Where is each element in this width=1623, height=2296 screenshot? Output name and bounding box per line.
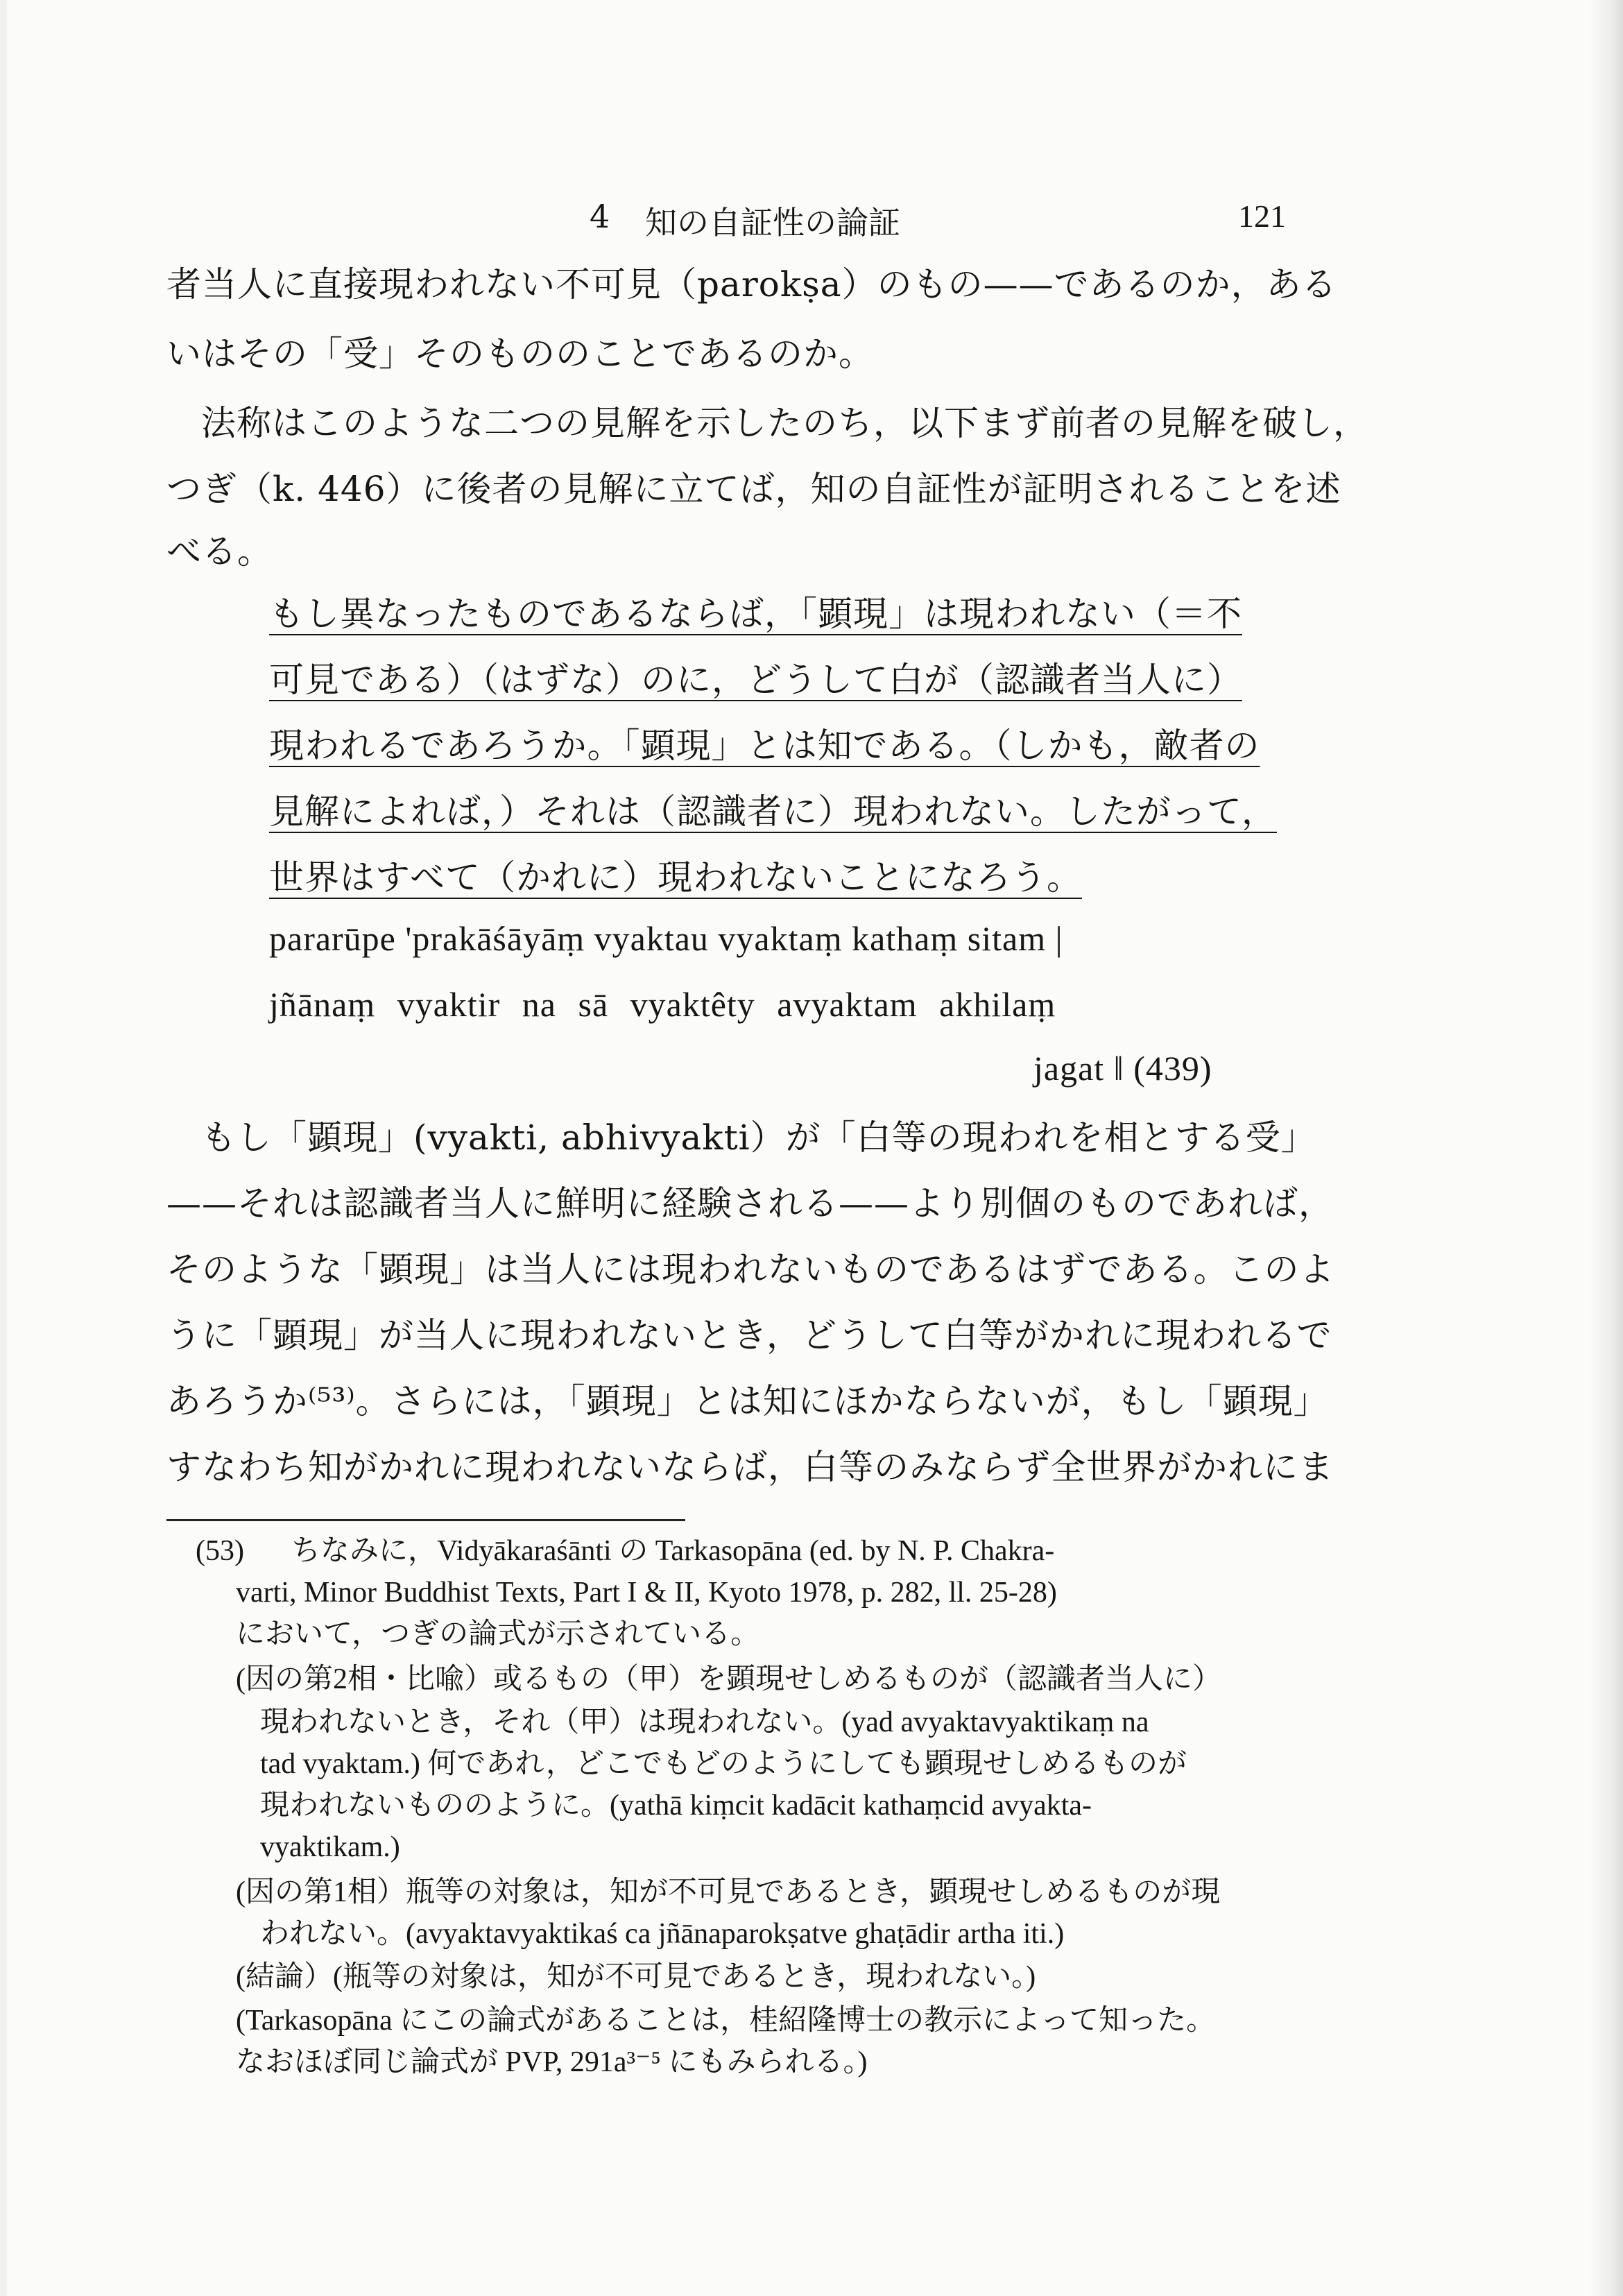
body-line: ——それは認識者当人に鮮明に経験される——より別個のものであれば， <box>166 1183 1334 1224</box>
quote-line: 現われるであろうか。「顕現」とは知である。（しかも，敵者の <box>269 726 1260 766</box>
footnote-line: vyaktikam.) <box>260 1831 400 1863</box>
footnote-rule <box>166 1519 685 1521</box>
footnote-line: 現われないもののように。(yathā kiṃcit kadācit kathaṃcid avyakta- <box>260 1790 1092 1822</box>
footnote-line: varti, Minor Buddhist Texts, Part I & II, Kyoto 1978, p. 282, ll. 25-28) <box>236 1577 1057 1609</box>
scan-shadow-left <box>0 0 7 2296</box>
verse-line: jñānaṃ vyaktir na sā vyaktêty avyaktam akhilaṃ <box>269 985 1056 1024</box>
footnote-line: (因の第2相・比喩）或るもの（甲）を顕現せしめるものが（認識者当人に） <box>236 1663 1221 1695</box>
footnote-line: 現われないとき，それ（甲）は現われない。(yad avyaktavyaktikaṃ na <box>260 1706 1149 1738</box>
footnote-number: (53) <box>196 1535 244 1567</box>
body-line: あろうか⁽⁵³⁾。さらには，「顕現」とは知にほかならないが，もし「顕現」 <box>166 1381 1329 1421</box>
footnote-line: われない。(avyaktavyaktikaś ca jñānaparokṣatve ghaṭādir artha iti.) <box>260 1918 1065 1950</box>
page-number: 121 <box>1238 198 1286 234</box>
footnote-line: (結論）(瓶等の対象は，知が不可見であるとき，現われない。) <box>236 1961 1036 1993</box>
footnote-line: ちなみに，Vidyākaraśānti の Tarkasopāna (ed. by N. P. Chakra- <box>291 1535 1055 1567</box>
quote-line: 見解によれば，）それは（認識者に）現われない。したがって， <box>269 791 1277 832</box>
verse-line: jagat ‖ (439) <box>1033 1049 1212 1088</box>
body-line: うに「顕現」が当人に現われないとき，どうして白等がかれに現われるで <box>166 1315 1332 1355</box>
scan-shadow-right <box>1590 0 1623 2296</box>
body-line: べる。 <box>166 531 273 572</box>
body-line: 法称はこのような二つの見解を示したのち，以下まず前者の見解を破し， <box>201 403 1368 443</box>
footnote-line: なおほぼ同じ論式が PVP, 291a³⁻⁵ にもみられる。) <box>236 2046 868 2078</box>
section-number: 4 <box>590 198 610 235</box>
footnote-line: (因の第1相）瓶等の対象は，知が不可見であるとき，顕現せしめるものが現 <box>236 1876 1221 1908</box>
quote-line: もし異なったものであるならば，「顕現」は現われない（＝不 <box>269 594 1242 634</box>
body-line: すなわち知がかれに現われないならば，白等のみならず全世界がかれにま <box>166 1447 1334 1487</box>
verse-line: pararūpe 'prakāśāyāṃ vyaktau vyaktaṃ kathaṃ sitam | <box>269 919 1063 958</box>
body-line: そのような「顕現」は当人には現われないものであるはずである。このよ <box>166 1249 1335 1290</box>
section-title: 知の自証性の論証 <box>645 204 900 241</box>
body-line: いはその「受」そのもののことであるのか。 <box>166 334 874 374</box>
quote-line: 可見である）（はずな）のに，どうして白が（認識者当人に） <box>269 660 1242 700</box>
quote-line: 世界はすべて（かれに）現われないことになろう。 <box>269 857 1082 898</box>
footnote-line: tad vyaktam.) 何であれ，どこでもどのようにしても顕現せしめるものが <box>260 1748 1187 1780</box>
body-line: もし「顕現」(vyakti, abhivyakti）が「白等の現われを相とする受」 <box>201 1117 1316 1158</box>
body-line: つぎ（k. 446）に後者の見解に立てば，知の自証性が証明されることを述 <box>166 469 1341 509</box>
footnote-line: において，つぎの論式が示されている。 <box>236 1618 760 1650</box>
footnote-line: (Tarkasopāna にこの論式があることは，桂紹隆博士の教示によって知った。 <box>236 2005 1216 2037</box>
body-line: 者当人に直接現われない不可見（parokṣa）のもの——であるのか，ある <box>166 264 1337 305</box>
